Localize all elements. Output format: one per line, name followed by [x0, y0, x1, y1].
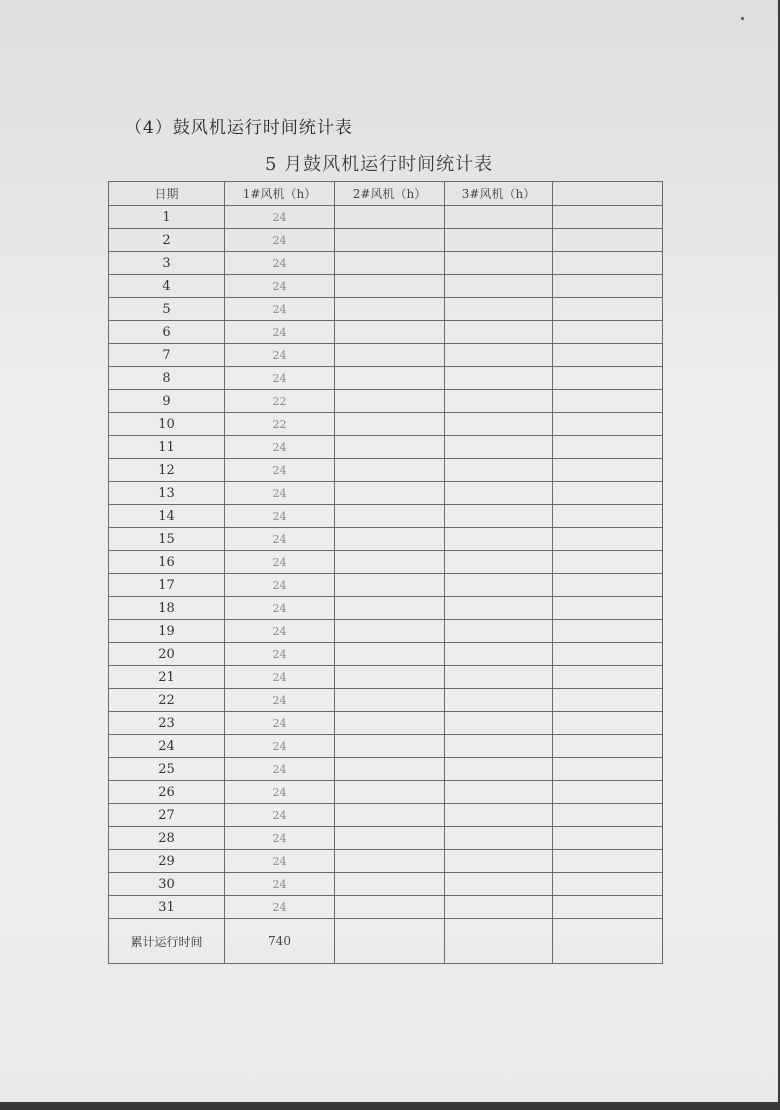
cell-fan2: [335, 758, 445, 781]
cell-fan1: 24: [225, 367, 335, 390]
cell-fan3: [445, 206, 553, 229]
cell-fan3: [445, 298, 553, 321]
cell-extra: [553, 597, 663, 620]
cell-fan1: 24: [225, 574, 335, 597]
cell-date: 28: [109, 827, 225, 850]
section-heading: （4）鼓风机运行时间统计表: [125, 118, 353, 138]
cell-fan1: 24: [225, 896, 335, 919]
cell-fan3: [445, 482, 553, 505]
cell-fan3: [445, 413, 553, 436]
cell-fan2: [335, 321, 445, 344]
cell-fan1: 24: [225, 597, 335, 620]
table-row: [109, 206, 663, 229]
table-row: [109, 459, 663, 482]
fan-runtime-table: [108, 181, 663, 964]
cell-extra: [553, 620, 663, 643]
cell-date: 20: [109, 643, 225, 666]
cell-extra: [553, 804, 663, 827]
table-row: [109, 528, 663, 551]
table-row: [109, 896, 663, 919]
cell-fan1: 24: [225, 459, 335, 482]
table-body: [109, 206, 663, 919]
cell-fan2: [335, 666, 445, 689]
cell-fan3: [445, 551, 553, 574]
cell-fan1: 22: [225, 390, 335, 413]
cell-fan3: [445, 781, 553, 804]
cell-fan1: 24: [225, 758, 335, 781]
cell-date: 27: [109, 804, 225, 827]
cell-date: 13: [109, 482, 225, 505]
cell-date: 23: [109, 712, 225, 735]
cell-extra: [553, 275, 663, 298]
cell-fan3: [445, 390, 553, 413]
cell-extra: [553, 643, 663, 666]
table-row: [109, 712, 663, 735]
cell-date: 15: [109, 528, 225, 551]
cell-fan2: [335, 712, 445, 735]
cell-fan2: [335, 252, 445, 275]
table-row: [109, 390, 663, 413]
cell-fan2: [335, 344, 445, 367]
table-row: [109, 321, 663, 344]
cell-date: 3: [109, 252, 225, 275]
cell-fan3: [445, 735, 553, 758]
table-row: [109, 505, 663, 528]
total-label: 累计运行时间: [109, 919, 225, 964]
cell-fan3: [445, 666, 553, 689]
cell-fan2: [335, 413, 445, 436]
cell-extra: [553, 436, 663, 459]
cell-fan1: 24: [225, 781, 335, 804]
cell-extra: [553, 574, 663, 597]
table-row: [109, 827, 663, 850]
cell-fan2: [335, 643, 445, 666]
cell-date: 17: [109, 574, 225, 597]
table-row: [109, 275, 663, 298]
cell-date: 16: [109, 551, 225, 574]
cell-extra: [553, 827, 663, 850]
total-extra: [553, 919, 663, 964]
table-row: [109, 597, 663, 620]
header-fan3: 3#风机（h）: [445, 182, 553, 206]
table-header-row: [109, 182, 663, 206]
cell-fan3: [445, 436, 553, 459]
cell-extra: [553, 390, 663, 413]
cell-fan2: [335, 482, 445, 505]
cell-fan2: [335, 689, 445, 712]
cell-fan3: [445, 252, 553, 275]
cell-extra: [553, 735, 663, 758]
cell-fan2: [335, 229, 445, 252]
cell-date: 2: [109, 229, 225, 252]
header-extra: [553, 182, 663, 206]
cell-fan1: 24: [225, 689, 335, 712]
table-row: [109, 758, 663, 781]
cell-date: 30: [109, 873, 225, 896]
cell-extra: [553, 298, 663, 321]
cell-date: 1: [109, 206, 225, 229]
cell-fan1: 24: [225, 620, 335, 643]
table-row: [109, 344, 663, 367]
table-row: [109, 298, 663, 321]
cell-extra: [553, 321, 663, 344]
total-fan3: [445, 919, 553, 964]
cell-fan2: [335, 436, 445, 459]
cell-extra: [553, 666, 663, 689]
table-row: [109, 873, 663, 896]
table-row: [109, 735, 663, 758]
cell-fan1: 24: [225, 827, 335, 850]
cell-fan1: 24: [225, 505, 335, 528]
cell-date: 29: [109, 850, 225, 873]
cell-extra: [553, 505, 663, 528]
cell-date: 8: [109, 367, 225, 390]
table-row: [109, 574, 663, 597]
cell-extra: [553, 367, 663, 390]
cell-fan1: 24: [225, 643, 335, 666]
cell-fan3: [445, 505, 553, 528]
header-date: 日期: [109, 182, 225, 206]
cell-fan1: 24: [225, 666, 335, 689]
table-row: [109, 482, 663, 505]
cell-date: 11: [109, 436, 225, 459]
cell-date: 6: [109, 321, 225, 344]
cell-extra: [553, 712, 663, 735]
cell-fan3: [445, 367, 553, 390]
cell-fan1: 24: [225, 850, 335, 873]
total-fan2: [335, 919, 445, 964]
cell-date: 21: [109, 666, 225, 689]
cell-fan1: 24: [225, 482, 335, 505]
cell-fan1: 24: [225, 436, 335, 459]
cell-extra: [553, 528, 663, 551]
cell-fan3: [445, 896, 553, 919]
cell-fan1: 24: [225, 298, 335, 321]
cell-fan3: [445, 620, 553, 643]
cell-extra: [553, 344, 663, 367]
table-row: [109, 252, 663, 275]
cell-fan3: [445, 229, 553, 252]
scan-speck: [741, 17, 744, 20]
cell-fan3: [445, 597, 553, 620]
table-row: [109, 804, 663, 827]
cell-fan1: 24: [225, 735, 335, 758]
cell-date: 19: [109, 620, 225, 643]
cell-date: 7: [109, 344, 225, 367]
cell-fan2: [335, 873, 445, 896]
cell-date: 14: [109, 505, 225, 528]
table-row: [109, 689, 663, 712]
cell-fan2: [335, 896, 445, 919]
cell-fan1: 24: [225, 804, 335, 827]
cell-fan1: 24: [225, 873, 335, 896]
cell-extra: [553, 229, 663, 252]
cell-date: 10: [109, 413, 225, 436]
cell-date: 24: [109, 735, 225, 758]
cell-fan2: [335, 275, 445, 298]
cell-extra: [553, 873, 663, 896]
total-fan1: 740: [225, 919, 335, 964]
cell-fan3: [445, 528, 553, 551]
cell-fan2: [335, 620, 445, 643]
cell-extra: [553, 413, 663, 436]
cell-extra: [553, 758, 663, 781]
cell-date: 4: [109, 275, 225, 298]
cell-fan1: 24: [225, 229, 335, 252]
cell-date: 22: [109, 689, 225, 712]
table-row: [109, 551, 663, 574]
cell-fan3: [445, 574, 553, 597]
cell-fan3: [445, 275, 553, 298]
cell-fan3: [445, 643, 553, 666]
cell-fan2: [335, 735, 445, 758]
cell-fan3: [445, 850, 553, 873]
table-row: [109, 643, 663, 666]
cell-fan3: [445, 827, 553, 850]
cell-fan1: 22: [225, 413, 335, 436]
cell-fan1: 24: [225, 275, 335, 298]
cell-fan3: [445, 344, 553, 367]
cell-fan1: 24: [225, 321, 335, 344]
cell-fan2: [335, 505, 445, 528]
cell-extra: [553, 482, 663, 505]
cell-fan2: [335, 850, 445, 873]
cell-date: 31: [109, 896, 225, 919]
cell-date: 5: [109, 298, 225, 321]
cell-fan2: [335, 459, 445, 482]
header-fan1: 1#风机（h）: [225, 182, 335, 206]
cell-fan2: [335, 574, 445, 597]
table-row: [109, 413, 663, 436]
table-row: [109, 781, 663, 804]
cell-extra: [553, 896, 663, 919]
table-row: [109, 620, 663, 643]
cell-extra: [553, 206, 663, 229]
table-row: [109, 367, 663, 390]
cell-fan2: [335, 367, 445, 390]
cell-fan3: [445, 321, 553, 344]
cell-fan2: [335, 827, 445, 850]
cell-fan2: [335, 597, 445, 620]
cell-fan1: 24: [225, 206, 335, 229]
cell-fan1: 24: [225, 344, 335, 367]
cell-fan1: 24: [225, 551, 335, 574]
cell-extra: [553, 252, 663, 275]
cell-fan2: [335, 390, 445, 413]
table-row: [109, 850, 663, 873]
cell-extra: [553, 551, 663, 574]
total-row: [109, 919, 663, 964]
cell-fan3: [445, 758, 553, 781]
table-row: [109, 229, 663, 252]
cell-fan2: [335, 551, 445, 574]
cell-fan3: [445, 459, 553, 482]
cell-extra: [553, 459, 663, 482]
cell-fan2: [335, 528, 445, 551]
cell-date: 9: [109, 390, 225, 413]
cell-fan2: [335, 206, 445, 229]
table-title: 5 月鼓风机运行时间统计表: [265, 154, 494, 175]
cell-extra: [553, 850, 663, 873]
table-row: [109, 666, 663, 689]
cell-extra: [553, 781, 663, 804]
cell-date: 18: [109, 597, 225, 620]
cell-fan2: [335, 298, 445, 321]
cell-fan1: 24: [225, 252, 335, 275]
cell-fan3: [445, 873, 553, 896]
cell-fan1: 24: [225, 712, 335, 735]
cell-date: 25: [109, 758, 225, 781]
cell-date: 26: [109, 781, 225, 804]
table-row: [109, 436, 663, 459]
header-fan2: 2#风机（h）: [335, 182, 445, 206]
cell-fan3: [445, 712, 553, 735]
cell-fan3: [445, 689, 553, 712]
cell-fan3: [445, 804, 553, 827]
cell-date: 12: [109, 459, 225, 482]
cell-fan2: [335, 781, 445, 804]
cell-extra: [553, 689, 663, 712]
cell-fan1: 24: [225, 528, 335, 551]
cell-fan2: [335, 804, 445, 827]
